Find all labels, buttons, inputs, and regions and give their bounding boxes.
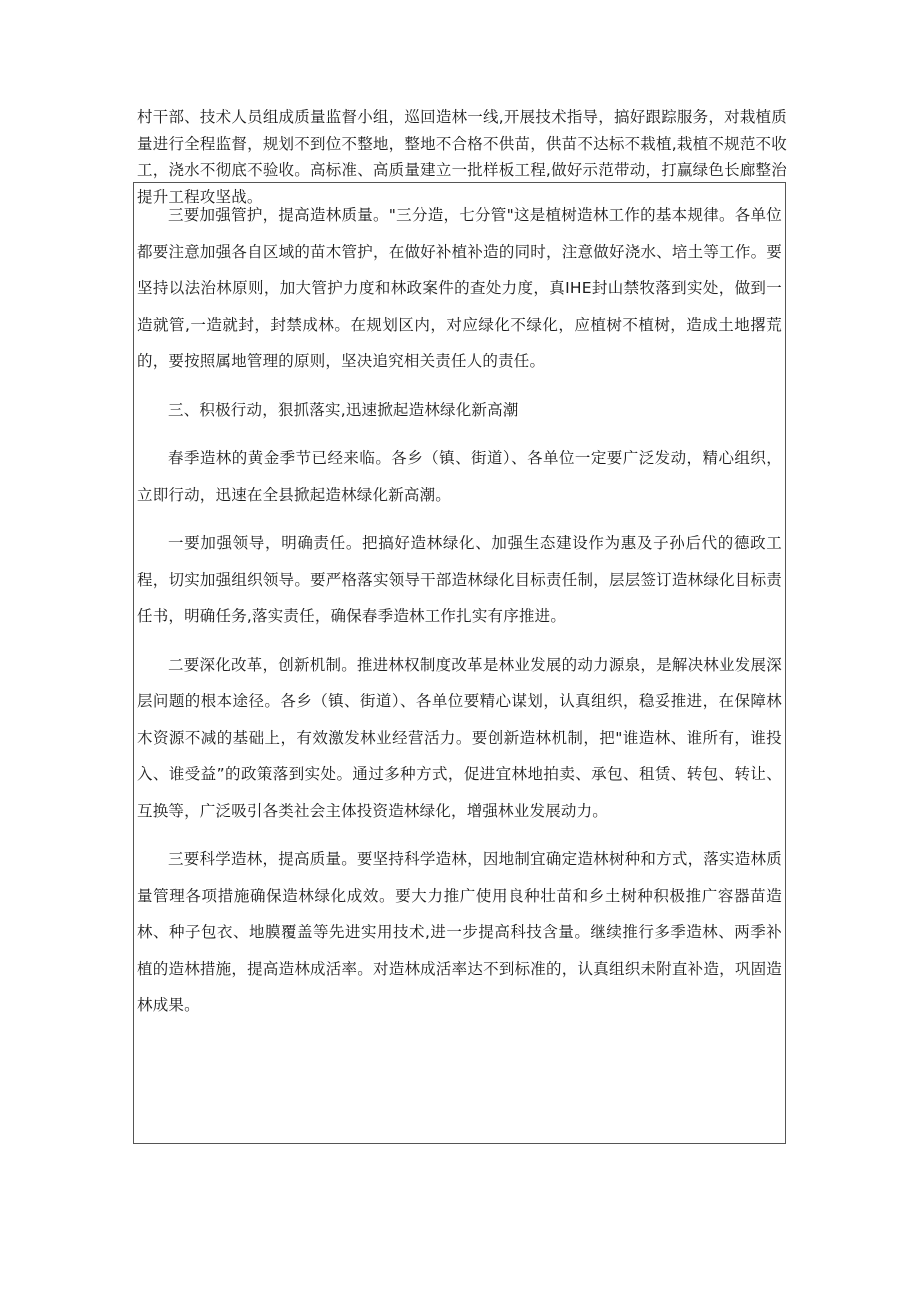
paragraph-scientific-afforestation: 三要科学造林，提高质量。要坚持科学造林，因地制宜确定造林树种和方式，落实造林质量管理各项措施确保造林绿化成效。要大力推广使用良种壮苗和乡土树种积极推广容器苗造林、种子包衣、地膜覆盖等先进实用技术,进一步提高科技含量。继续推行多季造林、两季补植的造林措施，提高造林成活率。对造林成活率达不到标准的，认真组织未附直补造，巩固造林成果。: [137, 850, 782, 1014]
paragraph-season: 春季造林的黄金季节已经来临。各乡（镇、街道）、各单位一定要广泛发动，精心组织，立即行动，迅速在全县掀起造林绿化新高潮。: [137, 449, 782, 504]
paragraph-reform: 二要深化改革，创新机制。推进林权制度改革是林业发展的动力源泉，是解决林业发展深层问题的根本途径。各乡（镇、街道）、各单位要精心谋划，认真组织，稳妥推进，在保障林木资源不减的基础上，有效激发林业经营活力。要创新造林机制，把"谁造林、谁所有，谁投入、谁受益”的政策落到实处。通过多种方式，促进宜林地拍卖、承包、租赁、转包、转让、互换等，广泛吸引各类社会主体投资造林绿化，增强林业发展动力。: [137, 655, 782, 820]
paragraph-leadership: 一要加强领导，明确责任。把搞好造林绿化、加强生态建设作为惠及子孙后代的德政工程，切实加强组织领导。要严格落实领导干部造林绿化目标责任制，层层签订造林绿化目标责任书，明确任务,落实责任，确保春季造林工作扎实有序推进。: [137, 534, 782, 625]
paragraph-management: 三要加强管护，提高造林质量。"三分造，七分管"这是植树造林工作的基本规律。各单位都要注意加强各自区域的苗木管护，在做好补植补造的同时，注意做好浇水、培土等工作。要坚持以法治林原则，加大管护力度和林政案件的查处力度，真IHE封山禁牧落到实处，做到一造就管,一造就封，封禁成林。在规划区内，对应绿化不绿化，应植树不植树，造成土地撂荒的，要按照属地管理的原则，坚决追究相关责任人的责任。: [137, 206, 782, 370]
intro-paragraph: 村干部、技术人员组成质量监督小组，巡回造林一线,开展技术指导，搞好跟踪服务，对栽植质量进行全程监督，规划不到位不整地，整地不合格不供苗，供苗不达标不栽植,栽植不规范不收工，浇水不彻底不验收。高标准、高质量建立一批样板工程,做好示范带动，打赢绿色长廊整治提升工程攻坚战。: [137, 108, 787, 206]
boxed-section-body: [137, 197, 782, 1024]
section-heading: 三、积极行动，狠抓落实,迅速掀起造林绿化新高潮: [168, 400, 519, 419]
boxed-section: [133, 182, 786, 1144]
